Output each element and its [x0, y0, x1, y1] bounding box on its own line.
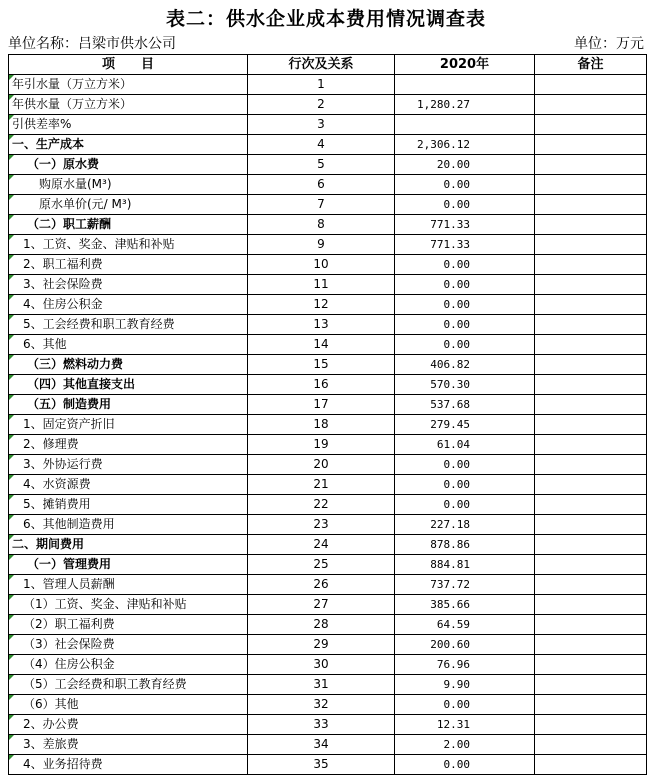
row-item: 1、固定资产折旧: [9, 415, 248, 435]
row-item: 引供差率%: [9, 115, 248, 135]
row-line-no: 25: [248, 555, 395, 575]
row-note: [535, 555, 647, 575]
cell-indicator-icon: [9, 135, 14, 140]
row-value: 406.82: [395, 355, 535, 375]
row-item: 二、期间费用: [9, 535, 248, 555]
row-value: 771.33: [395, 235, 535, 255]
row-item: 6、其他制造费用: [9, 515, 248, 535]
cell-indicator-icon: [9, 695, 14, 700]
row-note: [535, 275, 647, 295]
row-note: [535, 155, 647, 175]
row-item: 1、工资、奖金、津贴和补贴: [9, 235, 248, 255]
row-item: 年供水量（万立方米）: [9, 95, 248, 115]
cell-indicator-icon: [9, 615, 14, 620]
row-value: 771.33: [395, 215, 535, 235]
row-note: [535, 735, 647, 755]
table-row: [9, 655, 647, 675]
row-value: 0.00: [395, 335, 535, 355]
row-item: （五）制造费用: [9, 395, 248, 415]
table-row: [9, 335, 647, 355]
row-item: 1、管理人员薪酬: [9, 575, 248, 595]
table-row: [9, 495, 647, 515]
cell-indicator-icon: [9, 755, 14, 760]
row-line-no: 35: [248, 755, 395, 775]
table-row: [9, 255, 647, 275]
row-note: [535, 475, 647, 495]
cell-indicator-icon: [9, 455, 14, 460]
table-row: [9, 275, 647, 295]
cell-indicator-icon: [9, 375, 14, 380]
row-value: 0.00: [395, 275, 535, 295]
row-item: （1）工资、奖金、津贴和补贴: [9, 595, 248, 615]
cell-indicator-icon: [9, 75, 14, 80]
row-item: （2）职工福利费: [9, 615, 248, 635]
cell-indicator-icon: [9, 555, 14, 560]
row-value: 0.00: [395, 255, 535, 275]
row-note: [535, 375, 647, 395]
cell-indicator-icon: [9, 415, 14, 420]
row-item: 年引水量（万立方米）: [9, 75, 248, 95]
row-line-no: 4: [248, 135, 395, 155]
row-note: [535, 215, 647, 235]
table-row: [9, 575, 647, 595]
header-line-no: 行次及关系: [248, 55, 395, 75]
row-item: 6、其他: [9, 335, 248, 355]
row-item: 4、住房公积金: [9, 295, 248, 315]
row-item: 3、社会保险费: [9, 275, 248, 295]
row-note: [535, 95, 647, 115]
cell-indicator-icon: [9, 675, 14, 680]
row-value: [395, 115, 535, 135]
row-item: 5、摊销费用: [9, 495, 248, 515]
row-note: [535, 435, 647, 455]
table-row: [9, 75, 647, 95]
cell-indicator-icon: [9, 635, 14, 640]
row-value: 2,306.12: [395, 135, 535, 155]
cell-indicator-icon: [9, 115, 14, 120]
row-line-no: 6: [248, 175, 395, 195]
table-row: [9, 475, 647, 495]
row-item: （4）住房公积金: [9, 655, 248, 675]
table-row: [9, 375, 647, 395]
table-row: [9, 455, 647, 475]
row-item: 4、水资源费: [9, 475, 248, 495]
row-item: 一、生产成本: [9, 135, 248, 155]
row-value: 570.30: [395, 375, 535, 395]
row-value: 0.00: [395, 315, 535, 335]
header-row: [9, 55, 647, 75]
table-row: [9, 635, 647, 655]
table-row: [9, 155, 647, 175]
row-line-no: 30: [248, 655, 395, 675]
row-note: [535, 135, 647, 155]
row-value: 0.00: [395, 755, 535, 775]
table-row: [9, 395, 647, 415]
row-item: （6）其他: [9, 695, 248, 715]
row-item: 2、职工福利费: [9, 255, 248, 275]
cell-indicator-icon: [9, 715, 14, 720]
row-line-no: 20: [248, 455, 395, 475]
row-item: （二）职工薪酬: [9, 215, 248, 235]
cell-indicator-icon: [9, 355, 14, 360]
row-item: 2、办公费: [9, 715, 248, 735]
row-item: 5、工会经费和职工教育经费: [9, 315, 248, 335]
row-item: （四）其他直接支出: [9, 375, 248, 395]
row-line-no: 33: [248, 715, 395, 735]
row-value: 12.31: [395, 715, 535, 735]
row-value: 61.04: [395, 435, 535, 455]
table-row: [9, 735, 647, 755]
row-note: [535, 335, 647, 355]
cell-indicator-icon: [9, 155, 14, 160]
table-row: [9, 95, 647, 115]
row-item: 3、外协运行费: [9, 455, 248, 475]
row-value: 20.00: [395, 155, 535, 175]
cell-indicator-icon: [9, 655, 14, 660]
cell-indicator-icon: [9, 535, 14, 540]
row-value: 737.72: [395, 575, 535, 595]
row-note: [535, 695, 647, 715]
table-title: 表二：供水企业成本费用情况调查表: [165, 8, 486, 30]
row-line-no: 5: [248, 155, 395, 175]
table-row: [9, 235, 647, 255]
table-row: [9, 615, 647, 635]
row-value: 385.66: [395, 595, 535, 615]
row-value: 0.00: [395, 495, 535, 515]
cell-indicator-icon: [9, 215, 14, 220]
table-row: [9, 515, 647, 535]
row-line-no: 14: [248, 335, 395, 355]
table-row: [9, 715, 647, 735]
row-note: [535, 75, 647, 95]
row-note: [535, 655, 647, 675]
row-item: （一）管理费用: [9, 555, 248, 575]
row-value: 0.00: [395, 175, 535, 195]
row-line-no: 15: [248, 355, 395, 375]
row-value: 200.60: [395, 635, 535, 655]
table-row: [9, 535, 647, 555]
row-note: [535, 595, 647, 615]
cell-indicator-icon: [9, 235, 14, 240]
row-value: 537.68: [395, 395, 535, 415]
row-note: [535, 675, 647, 695]
cell-indicator-icon: [9, 335, 14, 340]
row-line-no: 11: [248, 275, 395, 295]
row-note: [535, 575, 647, 595]
row-value: 0.00: [395, 695, 535, 715]
row-value: 227.18: [395, 515, 535, 535]
table-row: [9, 295, 647, 315]
row-note: [535, 255, 647, 275]
row-line-no: 18: [248, 415, 395, 435]
row-line-no: 3: [248, 115, 395, 135]
cell-indicator-icon: [9, 395, 14, 400]
table-row: [9, 195, 647, 215]
row-item: （三）燃料动力费: [9, 355, 248, 375]
cell-indicator-icon: [9, 295, 14, 300]
table-row: [9, 315, 647, 335]
row-item: （5）工会经费和职工教育经费: [9, 675, 248, 695]
header-year: 2020年: [395, 55, 535, 75]
row-value: 0.00: [395, 295, 535, 315]
row-note: [535, 295, 647, 315]
row-line-no: 21: [248, 475, 395, 495]
table-body: [9, 75, 647, 775]
row-line-no: 12: [248, 295, 395, 315]
row-line-no: 9: [248, 235, 395, 255]
table-row: [9, 355, 647, 375]
row-item: 原水单价(元/ M³): [9, 195, 248, 215]
row-line-no: 26: [248, 575, 395, 595]
row-line-no: 13: [248, 315, 395, 335]
row-line-no: 32: [248, 695, 395, 715]
row-line-no: 34: [248, 735, 395, 755]
row-line-no: 31: [248, 675, 395, 695]
cell-indicator-icon: [9, 275, 14, 280]
row-line-no: 2: [248, 95, 395, 115]
row-value: [395, 75, 535, 95]
cell-indicator-icon: [9, 595, 14, 600]
table-row: [9, 135, 647, 155]
table-row: [9, 215, 647, 235]
row-value: 1,280.27: [395, 95, 535, 115]
row-note: [535, 395, 647, 415]
row-item: 3、差旅费: [9, 735, 248, 755]
row-value: 2.00: [395, 735, 535, 755]
row-note: [535, 315, 647, 335]
row-note: [535, 755, 647, 775]
table-row: [9, 755, 647, 775]
currency-unit-label: 单位：万元: [574, 36, 644, 52]
row-line-no: 17: [248, 395, 395, 415]
row-note: [535, 415, 647, 435]
row-line-no: 22: [248, 495, 395, 515]
row-note: [535, 495, 647, 515]
row-line-no: 1: [248, 75, 395, 95]
header-item: 项 目: [9, 55, 248, 75]
cost-table: [8, 54, 647, 775]
row-line-no: 19: [248, 435, 395, 455]
row-line-no: 8: [248, 215, 395, 235]
row-note: [535, 715, 647, 735]
row-note: [535, 235, 647, 255]
row-value: 0.00: [395, 475, 535, 495]
row-line-no: 27: [248, 595, 395, 615]
row-note: [535, 455, 647, 475]
row-line-no: 23: [248, 515, 395, 535]
table-row: [9, 175, 647, 195]
row-value: 76.96: [395, 655, 535, 675]
cell-indicator-icon: [9, 175, 14, 180]
row-item: 2、修理费: [9, 435, 248, 455]
cell-indicator-icon: [9, 315, 14, 320]
cell-indicator-icon: [9, 475, 14, 480]
table-row: [9, 115, 647, 135]
table-row: [9, 415, 647, 435]
row-value: 0.00: [395, 195, 535, 215]
row-item: （3）社会保险费: [9, 635, 248, 655]
cell-indicator-icon: [9, 515, 14, 520]
cell-indicator-icon: [9, 495, 14, 500]
row-value: 64.59: [395, 615, 535, 635]
row-value: 878.86: [395, 535, 535, 555]
cell-indicator-icon: [9, 435, 14, 440]
row-value: 884.81: [395, 555, 535, 575]
unit-name-label: 单位名称：吕梁市供水公司: [8, 36, 176, 52]
row-line-no: 28: [248, 615, 395, 635]
cell-indicator-icon: [9, 195, 14, 200]
row-line-no: 16: [248, 375, 395, 395]
row-note: [535, 535, 647, 555]
row-value: 279.45: [395, 415, 535, 435]
table-row: [9, 435, 647, 455]
row-value: 0.00: [395, 455, 535, 475]
table-row: [9, 555, 647, 575]
table-row: [9, 595, 647, 615]
row-line-no: 29: [248, 635, 395, 655]
row-note: [535, 195, 647, 215]
row-line-no: 24: [248, 535, 395, 555]
row-item: （一）原水费: [9, 155, 248, 175]
row-item: 4、业务招待费: [9, 755, 248, 775]
row-note: [535, 635, 647, 655]
row-note: [535, 615, 647, 635]
table-row: [9, 675, 647, 695]
row-line-no: 7: [248, 195, 395, 215]
row-note: [535, 355, 647, 375]
row-note: [535, 115, 647, 135]
cell-indicator-icon: [9, 255, 14, 260]
cell-indicator-icon: [9, 735, 14, 740]
cell-indicator-icon: [9, 95, 14, 100]
row-value: 9.90: [395, 675, 535, 695]
row-note: [535, 515, 647, 535]
table-row: [9, 695, 647, 715]
cell-indicator-icon: [9, 575, 14, 580]
header-note: 备注: [535, 55, 647, 75]
row-line-no: 10: [248, 255, 395, 275]
row-item: 购原水量(M³): [9, 175, 248, 195]
row-note: [535, 175, 647, 195]
